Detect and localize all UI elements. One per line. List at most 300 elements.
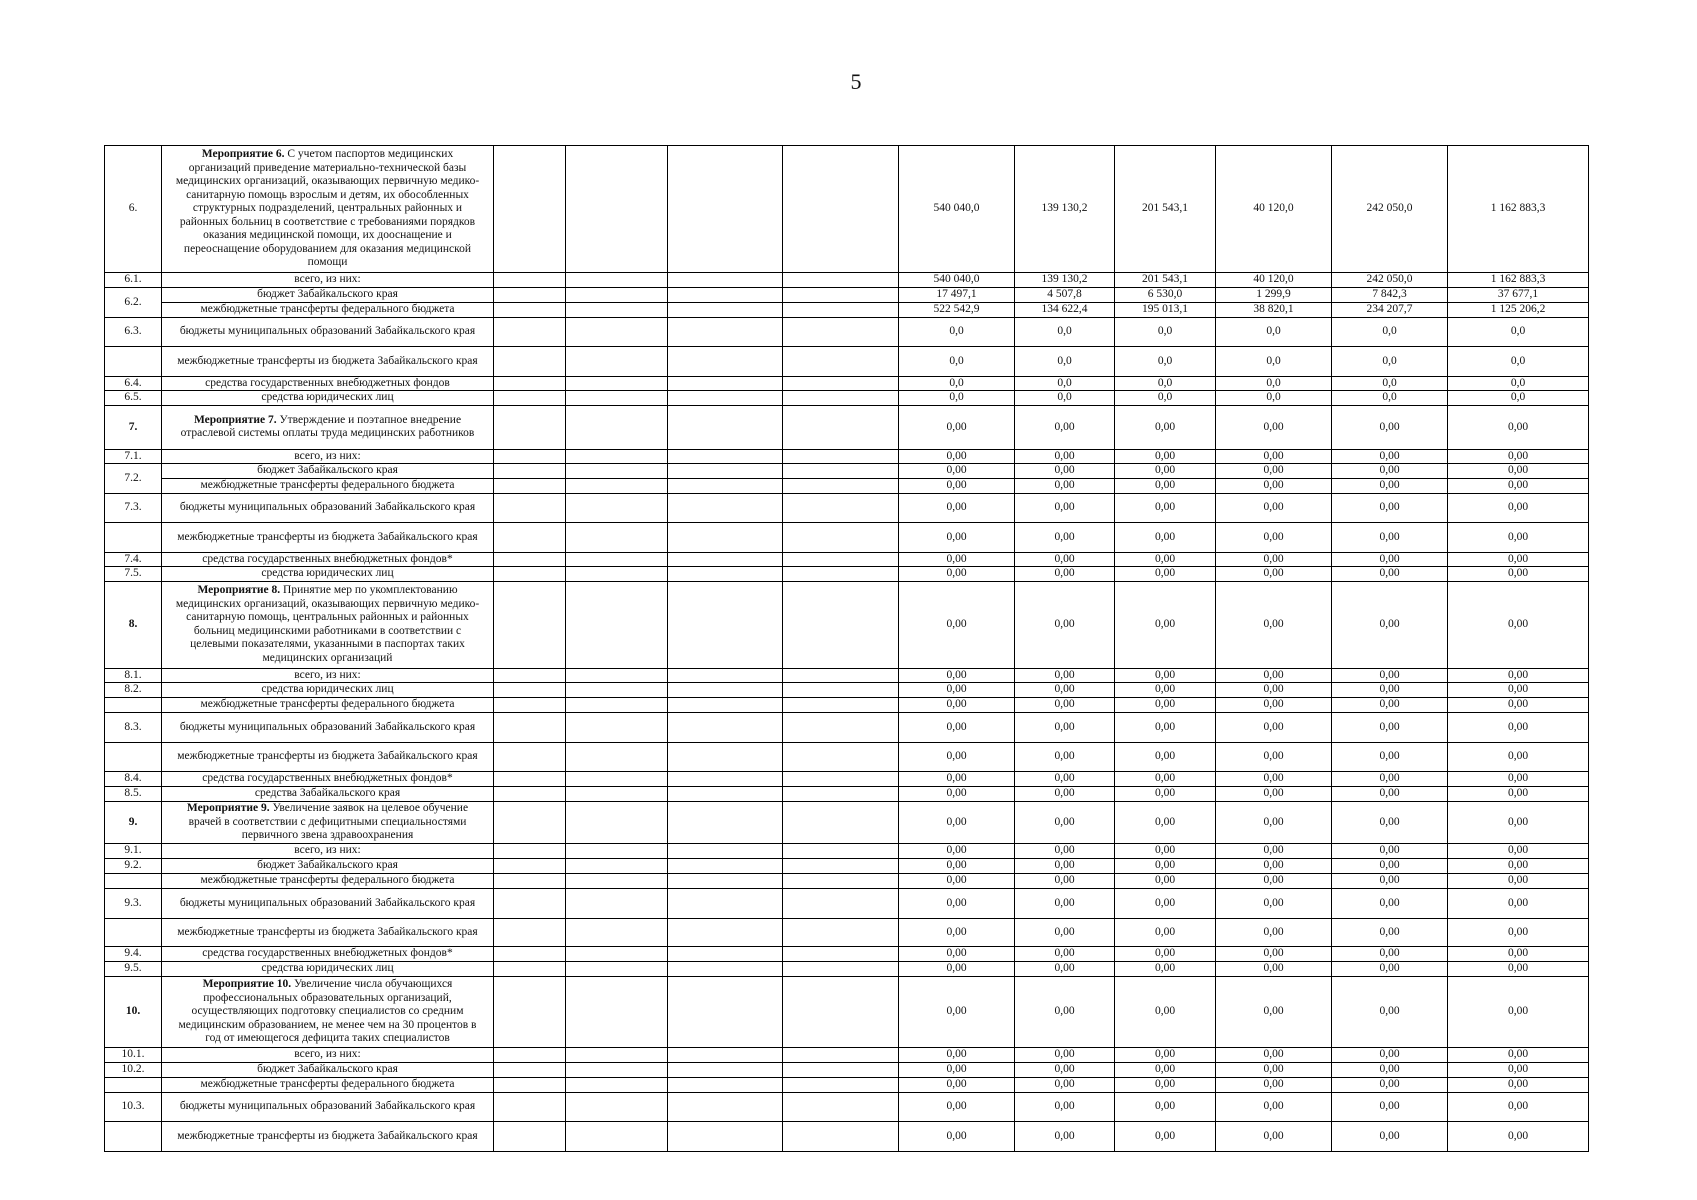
measure-row [105, 406, 1589, 450]
row-description: средства юридических лиц [162, 567, 494, 582]
empty-cell [494, 1122, 566, 1152]
row-description: межбюджетные трансферты из бюджета Забайкальского края [162, 347, 494, 377]
row-value: 0,0 [1115, 317, 1216, 347]
empty-cell [668, 303, 783, 318]
empty-cell [783, 1077, 899, 1092]
row-number: 10.2. [105, 1063, 162, 1078]
row-number [105, 698, 162, 713]
row-value: 242 050,0 [1332, 273, 1448, 288]
row-value: 0,0 [1216, 317, 1332, 347]
row-number: 10.1. [105, 1048, 162, 1063]
row-value: 0,0 [1448, 376, 1589, 391]
row-number: 9.1. [105, 844, 162, 859]
row-value: 0,00 [1115, 844, 1216, 859]
row-value: 0,00 [1115, 1092, 1216, 1122]
row-value: 0,00 [1216, 713, 1332, 743]
empty-cell [566, 683, 668, 698]
row-value: 0,00 [1448, 844, 1589, 859]
empty-cell [783, 786, 899, 801]
empty-cell [668, 449, 783, 464]
row-value: 0,00 [1332, 1122, 1448, 1152]
table-row [105, 288, 1589, 303]
row-value: 0,00 [1448, 918, 1589, 947]
row-value: 0,00 [1015, 801, 1115, 844]
empty-cell [494, 918, 566, 947]
measure-title: Мероприятие 9. [186, 802, 270, 815]
table-row [105, 698, 1589, 713]
row-description: межбюджетные трансферты федерального бюджета [162, 479, 494, 494]
row-value: 0,00 [1448, 582, 1589, 668]
row-value: 0,00 [1216, 668, 1332, 683]
row-number: 7.2. [105, 464, 162, 494]
row-value: 0,00 [1448, 552, 1589, 567]
row-number [105, 742, 162, 772]
row-description: средства государственных внебюджетных фондов* [162, 947, 494, 962]
row-value: 0,00 [1216, 582, 1332, 668]
row-value: 0,00 [1332, 668, 1448, 683]
row-value: 0,00 [1332, 962, 1448, 977]
row-number: 9. [105, 801, 162, 844]
empty-cell [494, 1077, 566, 1092]
row-value: 0,00 [1332, 1063, 1448, 1078]
row-value: 0,00 [1115, 683, 1216, 698]
row-value: 0,00 [1332, 406, 1448, 450]
empty-cell [494, 947, 566, 962]
empty-cell [668, 347, 783, 377]
row-value: 0,0 [1216, 391, 1332, 406]
empty-cell [783, 493, 899, 523]
empty-cell [668, 683, 783, 698]
row-value: 0,00 [1115, 742, 1216, 772]
row-value: 0,00 [1216, 1063, 1332, 1078]
row-value: 0,00 [1448, 683, 1589, 698]
row-value: 0,00 [1216, 406, 1332, 450]
table-row [105, 772, 1589, 787]
row-number: 9.4. [105, 947, 162, 962]
row-number: 7. [105, 406, 162, 450]
row-value: 0,00 [1015, 742, 1115, 772]
empty-cell [494, 1063, 566, 1078]
row-value: 0,00 [1332, 493, 1448, 523]
empty-cell [566, 859, 668, 874]
empty-cell [494, 406, 566, 450]
row-value: 0,00 [1015, 698, 1115, 713]
empty-cell [668, 668, 783, 683]
row-value: 0,00 [899, 801, 1015, 844]
empty-cell [783, 977, 899, 1048]
row-value: 0,00 [899, 889, 1015, 919]
row-value: 0,00 [1332, 947, 1448, 962]
empty-cell [566, 786, 668, 801]
row-value: 0,00 [1015, 683, 1115, 698]
table-row [105, 303, 1589, 318]
row-value: 0,00 [899, 859, 1015, 874]
row-value: 0,00 [1332, 449, 1448, 464]
row-value: 0,00 [1015, 1122, 1115, 1152]
row-value: 0,00 [1332, 1077, 1448, 1092]
empty-cell [566, 347, 668, 377]
row-value: 0,00 [1015, 918, 1115, 947]
empty-cell [566, 713, 668, 743]
row-value: 0,00 [1115, 859, 1216, 874]
table-body [105, 146, 1589, 1152]
row-value: 0,00 [1015, 874, 1115, 889]
row-value: 234 207,7 [1332, 303, 1448, 318]
table-row [105, 713, 1589, 743]
empty-cell [783, 772, 899, 787]
row-description: средства государственных внебюджетных фондов [162, 376, 494, 391]
row-value: 0,00 [1115, 464, 1216, 479]
empty-cell [566, 947, 668, 962]
row-description: межбюджетные трансферты федерального бюджета [162, 698, 494, 713]
row-value: 0,0 [1015, 391, 1115, 406]
empty-cell [494, 523, 566, 553]
empty-cell [783, 303, 899, 318]
table-row [105, 464, 1589, 479]
row-description: средства юридических лиц [162, 962, 494, 977]
row-value: 0,00 [1115, 977, 1216, 1048]
measure-row [105, 801, 1589, 844]
row-value: 0,0 [1115, 347, 1216, 377]
empty-cell [566, 1092, 668, 1122]
row-value: 0,00 [1332, 1048, 1448, 1063]
table-row [105, 1077, 1589, 1092]
row-number: 8.2. [105, 683, 162, 698]
row-value: 0,00 [1448, 874, 1589, 889]
row-value: 0,00 [899, 713, 1015, 743]
row-value: 1 299,9 [1216, 288, 1332, 303]
empty-cell [494, 874, 566, 889]
row-description: бюджет Забайкальского края [162, 1063, 494, 1078]
row-value: 0,00 [1332, 464, 1448, 479]
row-description: бюджеты муниципальных образований Забайкальского края [162, 889, 494, 919]
row-number: 8. [105, 582, 162, 668]
empty-cell [494, 786, 566, 801]
row-value: 0,00 [1115, 493, 1216, 523]
table-row [105, 376, 1589, 391]
empty-cell [668, 317, 783, 347]
row-description: средства юридических лиц [162, 391, 494, 406]
empty-cell [566, 918, 668, 947]
row-value: 0,0 [1115, 376, 1216, 391]
row-value: 0,00 [899, 552, 1015, 567]
row-value: 0,00 [1115, 1048, 1216, 1063]
row-value: 0,00 [1216, 772, 1332, 787]
row-description: средства Забайкальского края [162, 786, 494, 801]
empty-cell [783, 1092, 899, 1122]
measure-row [105, 146, 1589, 273]
empty-cell [668, 1122, 783, 1152]
row-number [105, 918, 162, 947]
row-value: 0,00 [1332, 742, 1448, 772]
empty-cell [783, 859, 899, 874]
empty-cell [494, 713, 566, 743]
row-value: 0,0 [899, 391, 1015, 406]
table-row [105, 391, 1589, 406]
row-value: 0,00 [1216, 493, 1332, 523]
row-description: бюджеты муниципальных образований Забайкальского края [162, 317, 494, 347]
row-value: 0,00 [1115, 1122, 1216, 1152]
empty-cell [668, 493, 783, 523]
empty-cell [566, 317, 668, 347]
empty-cell [668, 273, 783, 288]
row-value: 0,00 [1216, 977, 1332, 1048]
table-row [105, 962, 1589, 977]
empty-cell [566, 1122, 668, 1152]
empty-cell [566, 801, 668, 844]
row-value: 0,00 [1332, 772, 1448, 787]
row-value: 0,00 [1448, 713, 1589, 743]
row-value: 0,00 [899, 479, 1015, 494]
empty-cell [566, 146, 668, 273]
empty-cell [566, 493, 668, 523]
row-value: 0,00 [1015, 713, 1115, 743]
row-description: всего, из них: [162, 449, 494, 464]
empty-cell [494, 859, 566, 874]
empty-cell [566, 376, 668, 391]
empty-cell [668, 889, 783, 919]
row-value: 0,00 [1015, 1048, 1115, 1063]
row-number: 6.2. [105, 288, 162, 318]
empty-cell [783, 552, 899, 567]
table-row [105, 347, 1589, 377]
row-value: 0,00 [1216, 449, 1332, 464]
table-row [105, 273, 1589, 288]
empty-cell [566, 1063, 668, 1078]
row-value: 0,0 [899, 347, 1015, 377]
empty-cell [783, 582, 899, 668]
row-value: 0,0 [1015, 317, 1115, 347]
row-value: 0,0 [1332, 317, 1448, 347]
empty-cell [494, 698, 566, 713]
row-value: 0,00 [1448, 698, 1589, 713]
row-value: 0,00 [899, 962, 1015, 977]
table-row [105, 668, 1589, 683]
empty-cell [783, 1048, 899, 1063]
row-value: 0,00 [899, 772, 1015, 787]
table-row [105, 479, 1589, 494]
empty-cell [494, 1048, 566, 1063]
row-value: 0,00 [1015, 1077, 1115, 1092]
row-value: 0,00 [1448, 786, 1589, 801]
row-value: 0,00 [1448, 1063, 1589, 1078]
row-value: 17 497,1 [899, 288, 1015, 303]
row-value: 0,00 [1115, 713, 1216, 743]
row-value: 0,00 [1448, 962, 1589, 977]
row-value: 0,0 [1332, 347, 1448, 377]
row-value: 0,00 [1015, 859, 1115, 874]
row-value: 0,00 [1448, 406, 1589, 450]
row-description: межбюджетные трансферты из бюджета Забайкальского края [162, 1122, 494, 1152]
empty-cell [783, 918, 899, 947]
empty-cell [668, 698, 783, 713]
row-number: 6.4. [105, 376, 162, 391]
empty-cell [494, 1092, 566, 1122]
row-value: 0,00 [1216, 1048, 1332, 1063]
empty-cell [783, 288, 899, 303]
row-value: 0,00 [1015, 947, 1115, 962]
empty-cell [668, 376, 783, 391]
row-value: 0,00 [1216, 947, 1332, 962]
empty-cell [566, 668, 668, 683]
table-row [105, 947, 1589, 962]
row-value: 0,00 [1448, 889, 1589, 919]
empty-cell [668, 406, 783, 450]
row-value: 6 530,0 [1115, 288, 1216, 303]
row-description: всего, из них: [162, 1048, 494, 1063]
row-description: бюджеты муниципальных образований Забайкальского края [162, 713, 494, 743]
table-row [105, 523, 1589, 553]
row-description [162, 582, 494, 668]
measure-title: Мероприятие 10. [202, 978, 292, 991]
row-description: межбюджетные трансферты из бюджета Забайкальского края [162, 918, 494, 947]
empty-cell [668, 713, 783, 743]
empty-cell [494, 582, 566, 668]
row-number [105, 1122, 162, 1152]
row-value: 0,00 [899, 977, 1015, 1048]
row-value: 0,00 [1115, 582, 1216, 668]
row-description: бюджеты муниципальных образований Забайкальского края [162, 493, 494, 523]
empty-cell [494, 962, 566, 977]
empty-cell [566, 273, 668, 288]
empty-cell [783, 1063, 899, 1078]
budget-table [104, 145, 1589, 1152]
row-value: 0,00 [1448, 1048, 1589, 1063]
measure-title: Мероприятие 8. [197, 584, 281, 597]
row-number: 6. [105, 146, 162, 273]
empty-cell [566, 479, 668, 494]
empty-cell [668, 479, 783, 494]
row-value: 0,00 [1448, 742, 1589, 772]
row-value: 0,00 [899, 1092, 1015, 1122]
row-value: 195 013,1 [1115, 303, 1216, 318]
empty-cell [783, 523, 899, 553]
row-number: 10. [105, 977, 162, 1048]
row-value: 40 120,0 [1216, 146, 1332, 273]
row-value: 0,00 [1216, 801, 1332, 844]
empty-cell [494, 493, 566, 523]
row-value: 0,00 [1015, 406, 1115, 450]
empty-cell [668, 1077, 783, 1092]
empty-cell [668, 464, 783, 479]
row-value: 0,0 [1332, 376, 1448, 391]
table-row [105, 493, 1589, 523]
empty-cell [494, 303, 566, 318]
row-value: 0,00 [899, 406, 1015, 450]
row-value: 0,00 [1015, 889, 1115, 919]
row-value: 0,00 [899, 1048, 1015, 1063]
row-value: 0,0 [1448, 391, 1589, 406]
row-value: 0,00 [899, 918, 1015, 947]
row-value: 0,00 [1448, 449, 1589, 464]
empty-cell [783, 406, 899, 450]
row-value: 0,00 [899, 493, 1015, 523]
row-value: 0,00 [899, 947, 1015, 962]
row-value: 0,0 [899, 317, 1015, 347]
empty-cell [783, 567, 899, 582]
empty-cell [566, 567, 668, 582]
row-number: 8.5. [105, 786, 162, 801]
row-value: 0,00 [1015, 977, 1115, 1048]
empty-cell [783, 683, 899, 698]
row-value: 0,00 [1448, 772, 1589, 787]
row-value: 0,00 [1015, 668, 1115, 683]
measure-title: Мероприятие 7. [193, 413, 277, 426]
empty-cell [668, 567, 783, 582]
empty-cell [668, 786, 783, 801]
empty-cell [566, 523, 668, 553]
row-value: 0,00 [1332, 889, 1448, 919]
row-value: 0,00 [1332, 479, 1448, 494]
row-value: 0,00 [899, 464, 1015, 479]
empty-cell [668, 962, 783, 977]
row-value: 0,00 [899, 582, 1015, 668]
row-value: 0,00 [1448, 464, 1589, 479]
row-number: 8.3. [105, 713, 162, 743]
row-value: 0,00 [1115, 668, 1216, 683]
empty-cell [566, 552, 668, 567]
table-row [105, 1063, 1589, 1078]
empty-cell [566, 288, 668, 303]
row-description: межбюджетные трансферты федерального бюджета [162, 1077, 494, 1092]
empty-cell [668, 918, 783, 947]
empty-cell [783, 464, 899, 479]
table-row [105, 918, 1589, 947]
row-value: 7 842,3 [1332, 288, 1448, 303]
row-value: 0,00 [1115, 801, 1216, 844]
row-number: 6.5. [105, 391, 162, 406]
empty-cell [566, 464, 668, 479]
empty-cell [668, 742, 783, 772]
table-row [105, 1122, 1589, 1152]
row-value: 0,00 [1332, 918, 1448, 947]
row-number [105, 874, 162, 889]
empty-cell [783, 713, 899, 743]
row-description [162, 146, 494, 273]
row-value: 0,00 [1216, 742, 1332, 772]
empty-cell [566, 698, 668, 713]
row-value: 0,00 [899, 449, 1015, 464]
empty-cell [783, 801, 899, 844]
row-value: 0,00 [1115, 698, 1216, 713]
measure-row [105, 582, 1589, 668]
row-number: 6.3. [105, 317, 162, 347]
row-value: 0,00 [1216, 962, 1332, 977]
table-row [105, 1048, 1589, 1063]
row-value: 0,00 [1015, 464, 1115, 479]
row-value: 242 050,0 [1332, 146, 1448, 273]
row-value: 0,00 [1332, 683, 1448, 698]
empty-cell [494, 449, 566, 464]
empty-cell [783, 146, 899, 273]
row-value: 0,00 [1115, 479, 1216, 494]
row-value: 134 622,4 [1015, 303, 1115, 318]
row-value: 0,00 [1015, 479, 1115, 494]
empty-cell [494, 772, 566, 787]
empty-cell [566, 772, 668, 787]
row-description: межбюджетные трансферты из бюджета Забайкальского края [162, 523, 494, 553]
row-description: всего, из них: [162, 273, 494, 288]
empty-cell [783, 844, 899, 859]
empty-cell [566, 874, 668, 889]
row-number: 7.3. [105, 493, 162, 523]
row-description: средства юридических лиц [162, 683, 494, 698]
row-value: 0,0 [1448, 317, 1589, 347]
row-value: 0,0 [899, 376, 1015, 391]
empty-cell [494, 317, 566, 347]
table-row [105, 786, 1589, 801]
row-value: 0,0 [1216, 347, 1332, 377]
